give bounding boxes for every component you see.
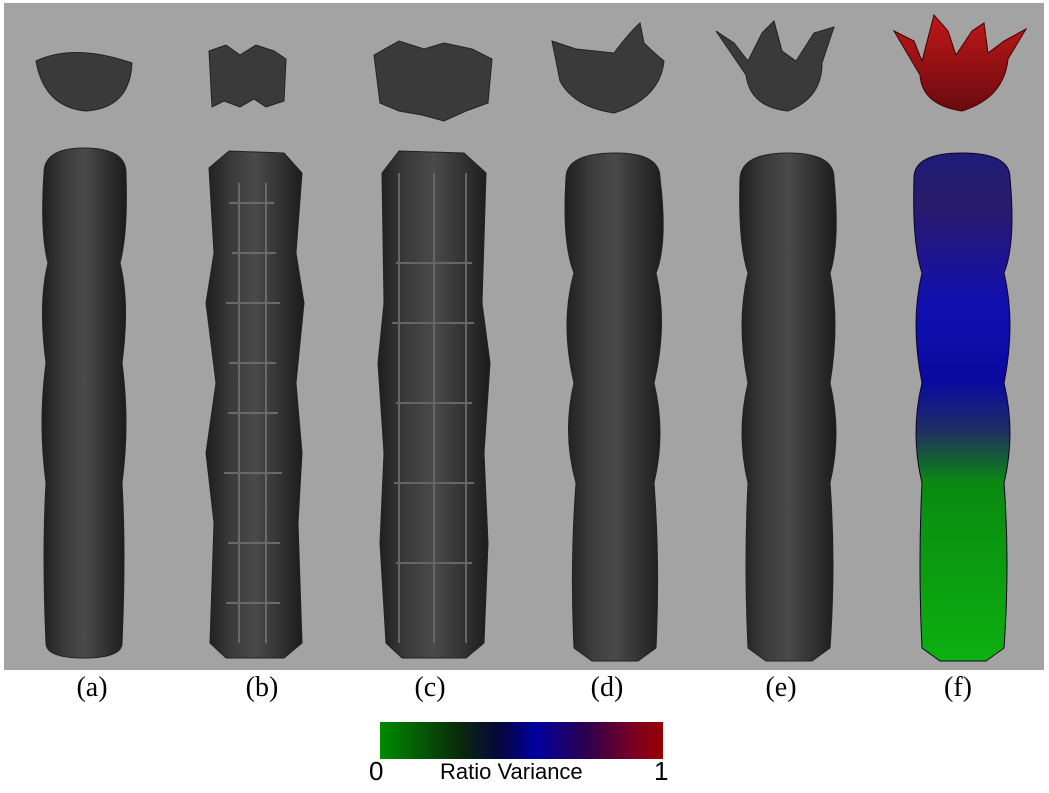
caption-b: (b) [245,672,279,703]
mesh-a [36,52,132,658]
mesh-scene [4,3,1044,670]
caption-f: (f) [944,672,972,703]
tube-f [914,153,1012,661]
cap-d [552,23,664,113]
mesh-d [552,23,664,661]
mesh-f [894,15,1026,661]
tube-a [42,148,126,658]
mesh-b [206,45,304,658]
cap-c [374,41,492,121]
cap-e [716,21,834,111]
tube-e [740,153,837,661]
cap-b [209,45,286,107]
colorbar-min-label: 0 [369,756,384,786]
caption-e: (e) [765,672,797,703]
cap-a [36,52,132,111]
mesh-c [374,41,492,658]
cap-f [894,15,1026,111]
tube-d [565,153,663,661]
colorbar-max-label: 1 [654,756,669,786]
caption-c: (c) [414,672,446,703]
caption-d: (d) [590,672,624,703]
tube-b [206,151,304,658]
colorbar-title: Ratio Variance [440,759,583,784]
render-panel [4,3,1044,670]
caption-a: (a) [76,672,108,703]
colorbar [380,722,663,759]
mesh-e [716,21,836,661]
